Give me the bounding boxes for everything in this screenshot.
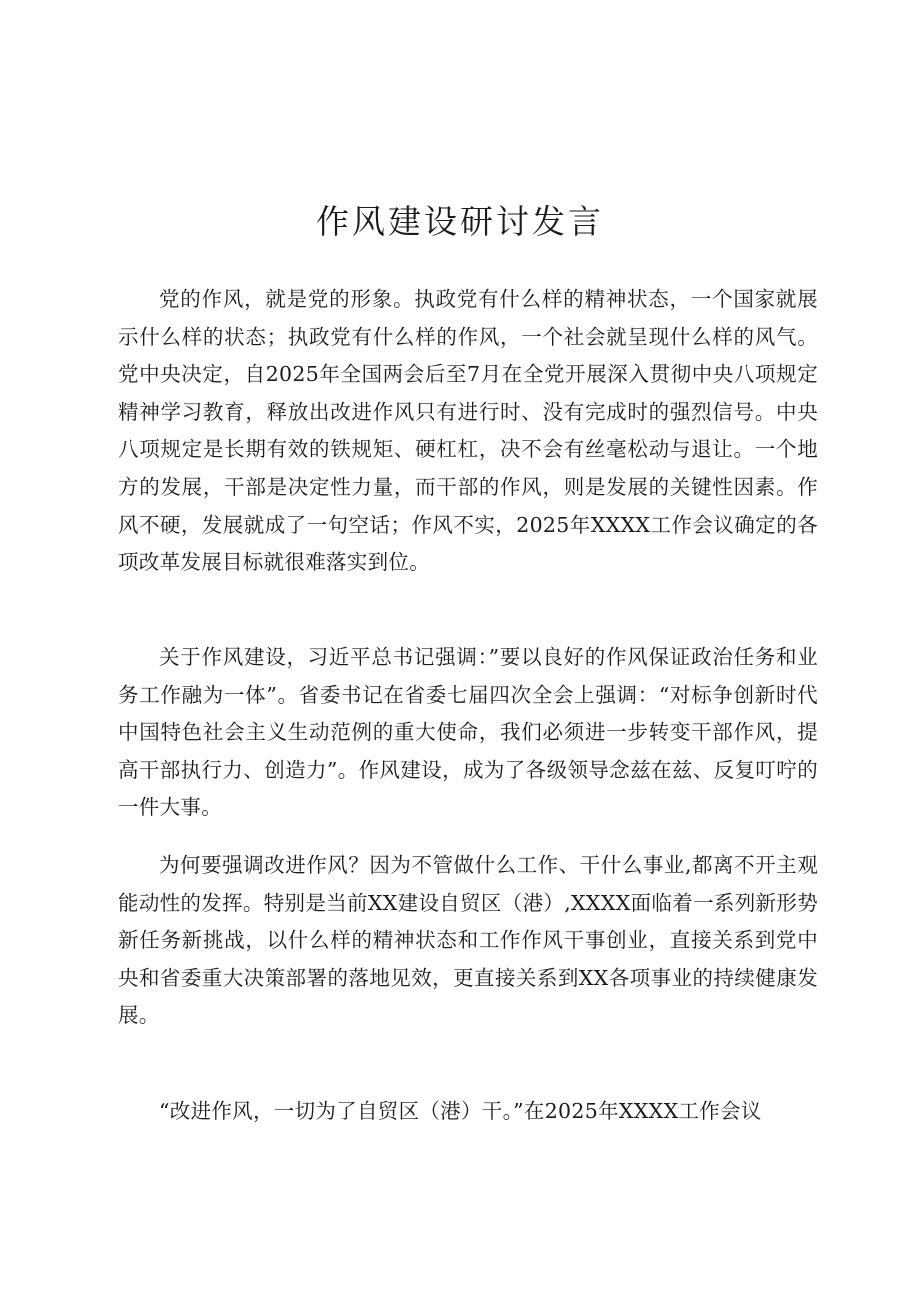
paragraph-3: 为何要强调改进作风？因为不管做什么工作、干什么事业,都离不开主观能动性的发挥。特别是当前XX建设自贸区（港）,XXXX面临着一系列新形势新任务新挑战，以什么样的精神状态和工作作风干事创业，直接关系到党中央和省委重大决策部署的落地见效，更直接关系到XX各项事业的持续健康发展。	[118, 853, 818, 1028]
document-title: 作风建设研讨发言	[316, 202, 604, 241]
paragraph-1: 党的作风，就是党的形象。执政党有什么样的精神状态，一个国家就展示什么样的状态；执政党有什么样的作风，一个社会就呈现什么样的风气。党中央决定，自2025年全国两会后至7月在全党开展深入贯彻中央八项规定精神学习教育，释放出改进作风只有进行时、没有完成时的强烈信号。中央八项规定是长期有效的铁规矩、硬杠杠，决不会有丝毫松动与退让。一个地方的发展，干部是决定性力量，而干部的作风，则是发展的关键性因素。作风不硬，发展就成了一句空话；作风不实，2025年XXXX工作会议确定的各项改革发展目标就很难落实到位。	[118, 287, 818, 575]
paragraph-2: 关于作风建设，习近平总书记强调：”要以良好的作风保证政治任务和业务工作融为一体”。省委书记在省委七届四次全会上强调：“对标争创新时代中国特色社会主义生动范例的重大使命，我们必须进一步转变干部作风，提高干部执行力、创造力”。作风建设，成为了各级领导念兹在兹、反复叮咛的一件大事。	[118, 645, 818, 820]
paragraph-4: “改进作风，一切为了自贸区（港）干。”在2025年XXXX工作会议	[159, 1099, 762, 1123]
